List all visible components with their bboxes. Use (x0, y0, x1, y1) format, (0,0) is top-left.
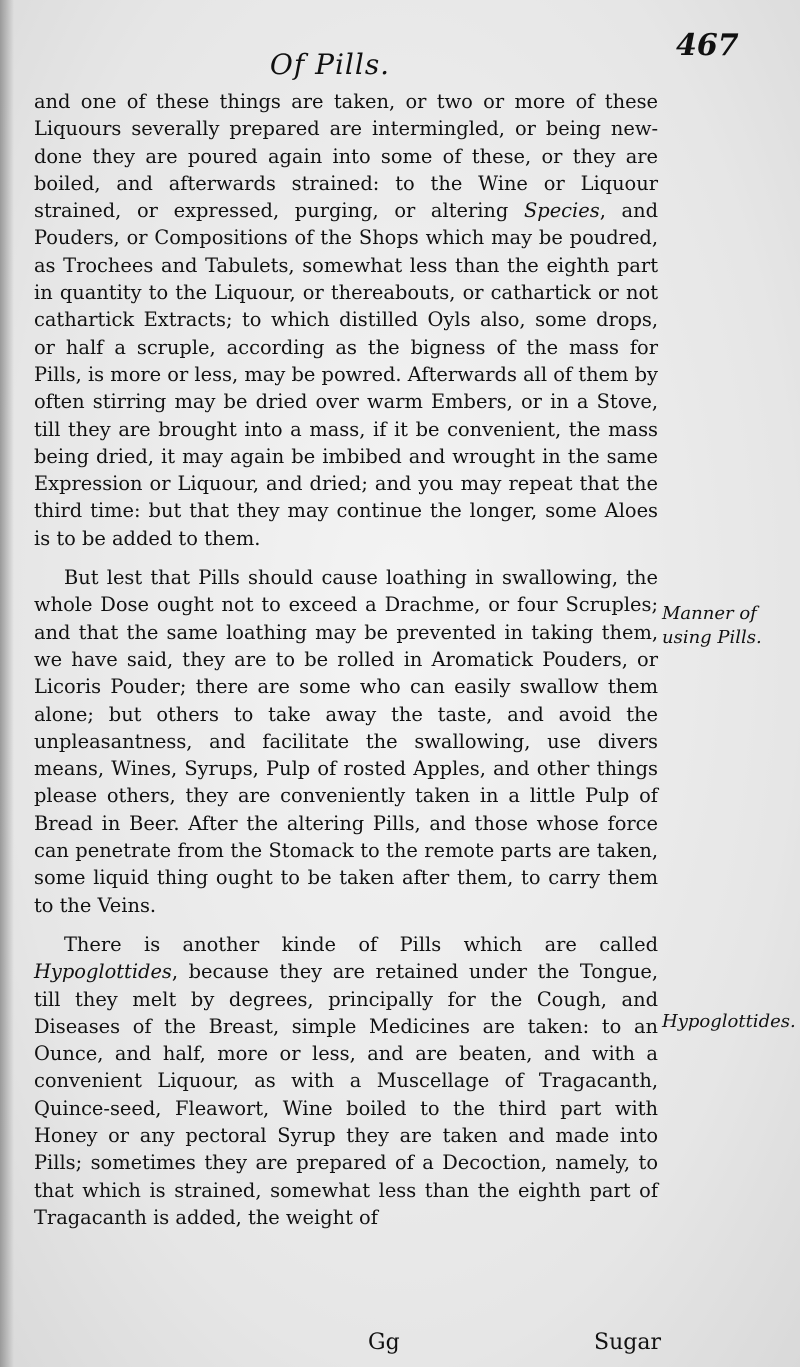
paragraph-3 (34, 931, 658, 1231)
paragraph-3-part-a: There is another kinde of Pills which are called (64, 932, 658, 956)
hypoglottides-term: Hypoglottides (34, 960, 172, 984)
paragraph-1-part-b: , and Pouders, or Compositions of the Shops which may be poudred, as Trochees and Tabulets, somewhat less than the eighth part in quantity to the Liquour, or thereabouts, or cathartick or not cathartick Extracts; to which distilled Oyls also, some drops, or half a scruple, according as the bigness of the mass for Pills, is more or less, may be powred. Afterwards all of them by often stirring may be dried over warm Embers, or in a Stove, till they are brought into a mass, if it be convenient, the mass being dried, it may again be imbibed and wrought in the same Expression or Liquour, and dried; and you may repeat that the third time: but that they may continue the longer, some Aloes is to be added to them. (34, 199, 658, 550)
page-number: 467 (676, 28, 739, 63)
species-term: Species (524, 199, 600, 223)
page-gutter-shadow (0, 0, 14, 1367)
running-title: Of Pills. (269, 48, 391, 81)
paragraph-3-part-b: , because they are retained under the Tongue, till they melt by degrees, principally for the Cough, and Diseases of the Breast, simple Medicines are taken: to an Ounce, and half, more or less, and are beaten, and with a convenient Liquour, as with a Muscellage of Tragacanth, Quince-seed, Fleawort, Wine boiled to the third part with Honey or any pectoral Syrup they are taken and made into Pills; sometimes they are prepared of a Decoction, namely, to that which is strained, somewhat less than the eighth part of Tragacanth is added, the weight of (34, 960, 658, 1229)
margin-note-hypoglottides: Hypoglottides. (662, 1011, 796, 1032)
margin-note-manner: Manner of using Pills. (662, 603, 762, 648)
page-footer (0, 1330, 800, 1360)
paragraph-2: But lest that Pills should cause loathing in swallowing, the whole Dose ought not to exceed a Drachme, or four Scruples; and that the same loathing may be prevented in taking them, we have said, they are to be rolled in Aromatick Pouders, or Licoris Pouder; there are some who can easily swallow them alone; but others to take away the taste, and avoid the unpleasantness, and facilitate the swallowing, use divers means, Wines, Syrups, Pulp of rosted Apples, and other things please others, they are conveniently taken in a little Pulp of Bread in Beer. After the altering Pills, and those whose force can penetrate from the Stomack to the remote parts are taken, some liquid thing ought to be taken after them, to carry them to the Veins. (34, 566, 658, 917)
paragraph-1 (34, 88, 658, 552)
signature-mark: Gg (368, 1330, 400, 1355)
catchword: Sugar (594, 1330, 661, 1355)
paragraph-1-part-a: and one of these things are taken, or two or more of these Liquours severally prepared are intermingled, or being new-done they are poured again into some of these, or they are boiled, and afterwards strained: to the Wine or Liquour strained, or expressed, purging, or altering (34, 90, 658, 223)
main-text (34, 88, 658, 1231)
